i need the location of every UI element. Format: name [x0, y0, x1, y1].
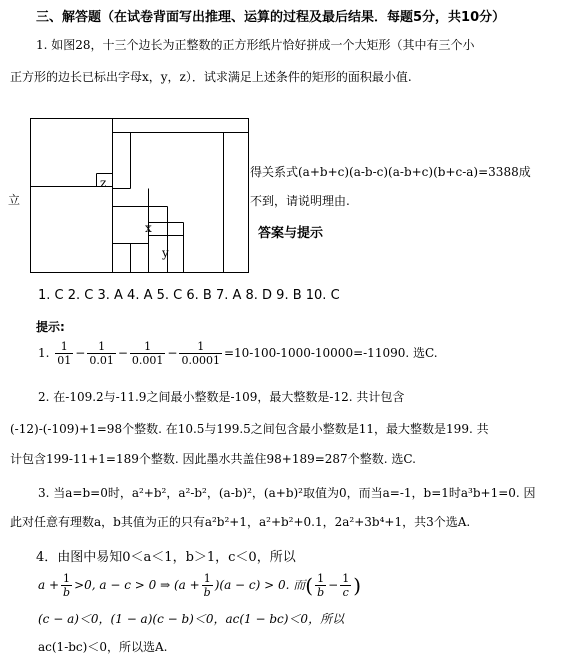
problem1-line1: 1. 如图28，十三个边长为正整数的正方形纸片恰好拼成一个大矩形（其中有三个小	[36, 38, 475, 52]
fraction-1-over-b-3: $\frac{1}{b}$	[317, 572, 325, 599]
label-x: x	[145, 221, 152, 235]
hint1: 1. $\frac{1}{01}$ − $\frac{1}{0.01}$ − $\frac{1}{0.001}$ − $\frac{1}{0.0001}$ =10-100-1000-10000=-11090. 选C.	[38, 340, 438, 367]
answers-heading: 答案与提示	[258, 226, 324, 241]
fraction-1: $\frac{1}{01}$	[57, 340, 72, 367]
hint4-line3: (c − a)＜0，(1 − a)(c − b)＜0，ac(1 − bc)＜0，所以	[38, 612, 345, 626]
relation-text: 得关系式(a+b+c)(a-b-c)(a-b+c)(b+c-a)=3388成	[250, 165, 531, 179]
answers-line: 1. C 2. C 3. A 4. A 5. C 6. B 7. A 8. D 9. B 10. C	[38, 288, 340, 303]
hint3-line1: 3. 当a=b=0时，a²+b²，a²-b²，(a-b)²，(a+b)²取值为0，而当a=-1，b=1时a³b+1=0. 因	[38, 486, 536, 500]
hints-label: 提示:	[36, 320, 65, 334]
reason-text: 不到，请说明理由.	[250, 194, 350, 208]
fraction-1-over-b-2: $\frac{1}{b}$	[203, 572, 211, 599]
hint4-line2: a + $\frac{1}{b}$ >0, a − c > 0 ⇒ (a + $\frac{1}{b}$ )(a − c) > 0. 而( $\frac{1}{b}$ − $\frac{1}{c}$ )	[38, 572, 362, 599]
problem1-line2: 正方形的边长已标出字母x，y，z）．试求满足上述条件的矩形的面积最小值.	[10, 70, 412, 84]
hint1-prefix: 1.	[38, 346, 50, 360]
hint3-line2: 此对任意有理数a，b其值为正的只有a²b²+1，a²+b²+0.1，2a²+3b⁴+1，共3个选A.	[10, 515, 471, 529]
squares-figure	[30, 118, 250, 274]
hint2-line1: 2. 在-109.2与-11.9之间最小整数是-109，最大整数是-12. 共计包含	[38, 390, 405, 404]
hint4-line4: ac(1-bc)＜0，所以选A.	[38, 640, 168, 654]
hint2-line3: 计包含199-11+1=189个整数. 因此墨水共盖住98+189=287个整数. 选C.	[10, 452, 416, 466]
fraction-4: $\frac{1}{0.0001}$	[181, 340, 220, 367]
section-heading: 三、解答题（在试卷背面写出推理、运算的过程及最后结果．每题5分，共10分）	[36, 10, 506, 25]
hint4-line1: 4．由图中易知0＜a＜1，b＞1，c＜0，所以	[36, 550, 296, 565]
fraction-1-over-c: $\frac{1}{c}$	[342, 572, 350, 599]
fraction-1-over-b: $\frac{1}{b}$	[63, 572, 71, 599]
label-y: y	[162, 246, 169, 260]
label-z: z	[100, 176, 107, 190]
fraction-3: $\frac{1}{0.001}$	[131, 340, 164, 367]
hint1-result: =10-100-1000-10000=-11090. 选C.	[223, 346, 438, 360]
hint2-line2: (-12)-(-109)+1=98个整数. 在10.5与199.5之间包含最小整数是11，最大整数是199. 共	[10, 422, 489, 436]
fraction-2: $\frac{1}{0.01}$	[89, 340, 114, 367]
side-fragment: 立	[8, 193, 21, 207]
